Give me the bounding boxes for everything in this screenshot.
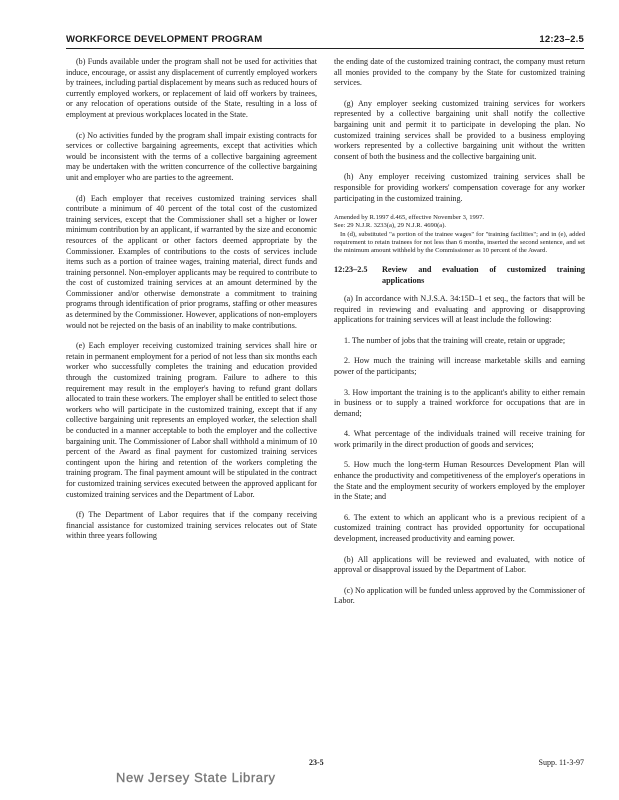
factor-item: 2. How much the training will increase marketable skills and earning power of the participants; [334,356,585,376]
factor-item: 4. What percentage of the individuals trained will receive training for work primarily in the direct production of goods and services; [334,429,585,449]
factor-item: 3. How important the training is to the applicant's ability to either remain in business or to supply a trained workforce for occupations that are in demand; [334,387,585,418]
page-footer [66,758,584,786]
paragraph-b: (b) Funds available under the program shall not be used for activities that induce, encourage, or assist any displacement of currently employed workers by trainees, including partial displacement by means such as reduced hours of currently employed workers, or replacement of laid off workers by trainees, or any relocation of operations outside of the State, resulting in a loss of employment at previous workplaces located in the State. [66,57,317,119]
paragraph-f-continued: the ending date of the customized training contract, the company must return all monies provided to the company by the State for customized training services. [334,57,585,88]
amendment-description: In (d), substituted "a portion of the trainee wages" for "training facilities"; and in (e), added requirement to retain trainees for not less than 6 months, inserted the second sentence, and set the minimum amount withheld by the Commissioner as 10 percent of the Award. [334,230,585,254]
paragraph-g: (g) Any employer seeking customized training services for workers represented by a collective bargaining unit shall notify the collective bargaining unit and permit it to participate in developing the plan. No customized training services shall be provided to a business employing workers represented by a collective bargaining unit without the written consent of both the business and the collective bargaining unit. [334,98,585,161]
paragraph-h: (h) Any employer receiving customized training services shall be responsible for providing workers' compensation coverage for any worker participating in the customized training. [334,172,585,203]
library-watermark: New Jersey State Library [116,770,276,785]
paragraph-f: (f) The Department of Labor requires that if the company receiving financial assistance for customized training services relocates out of State within three years following [66,510,317,541]
right-column [334,57,585,617]
supplement-date: Supp. 11-3-97 [538,758,584,767]
page-number: 23-5 [309,758,324,767]
header-section-ref: 12:23–2.5 [539,34,584,45]
paragraph-review-b: (b) All applications will be reviewed and evaluated, with notice of approval or disapproval issued by the Department of Labor. [334,554,585,575]
section-title: Review and evaluation of customized training applications [382,265,585,285]
paragraph-a: (a) In accordance with N.J.S.A. 34:15D–1 et seq., the factors that will be required in reviewing and evaluating and approving or disapproving applications for training services will at least include the following: [334,293,585,325]
amendment-note [334,214,585,255]
paragraph-d: (d) Each employer that receives customized training services shall contribute a minimum of 40 percent of the total cost of the customized training services, except that the Commissioner shall set a higher or lower minimum contribution by an applicant, if warranted by the size and economic resources of the applicant or other factors deemed appropriate by the Commissioner. Examples of contributions to the costs of services include items such as a portion of trainee wages, training material, direct funds and training personnel. Non-employer applicants may be required to contribute to the cost of customized training services at an amount determined by the Commissioner and/or otherwise demonstrate a commitment to training programs through identification of prior programs, staffing or other measures as determined by the Commissioner. However, applications of non-employers would not be rejected on the basis of an inability to make contributions. [66,193,317,330]
factor-item: 6. The extent to which an applicant who is a previous recipient of a customized training contract has provided opportunity for occupational development, increased productivity and earning power. [334,512,585,544]
factor-item: 1. The number of jobs that the training will create, retain or upgrade; [344,335,566,345]
amendment-history: Amended by R.1997 d.465, effective November 3, 1997. [334,214,485,222]
section-heading [334,265,585,286]
factor-item: 5. How much the long-term Human Resources Development Plan will enhance the productivity and competitiveness of the employer's operations in the State and the employment security of workers employed by the employer in the State; and [334,460,585,502]
section-number: 12:23–2.5 [334,265,368,275]
paragraph-review-c: (c) No application will be funded unless approved by the Commissioner of Labor. [334,585,585,606]
paragraph-e: (e) Each employer receiving customized training services shall hire or retain in permanent employment for a period of not less than six months each worker who successfully completes the training and education provided through the customized training program. Failure to adhere to this requirement may result in the employer's having to refund grant dollars allocated to train these workers. The employer shall be entitled to select those workers who will participate in the customized training, except that if any collective bargaining unit represents an employed worker, the selection shall be conducted in a manner acceptable to both the employer and the collective bargaining unit. The Commissioner of Labor shall withhold a minimum of 10 percent of the Award as final payment for customized training services contingent upon the hiring and retention of the workers completing the training program. The final payment amount will be stipulated in the contract for customized training services executed between the approved applicant for customized training services and the Department of Labor. [66,341,317,499]
amendment-see: See: 29 N.J.R. 3233(a), 29 N.J.R. 4690(a). [334,222,447,230]
running-header [66,34,584,49]
paragraph-c: (c) No activities funded by the program shall impair existing contracts for services or collective bargaining agreements, except that activities which would be inconsistent with the terms of a collective bargaining agreement may be undertaken with the written concurrence of the collective bargaining unit and employer who are parties to the agreement. [66,130,317,182]
header-title: WORKFORCE DEVELOPMENT PROGRAM [66,34,263,45]
left-column [66,57,317,552]
